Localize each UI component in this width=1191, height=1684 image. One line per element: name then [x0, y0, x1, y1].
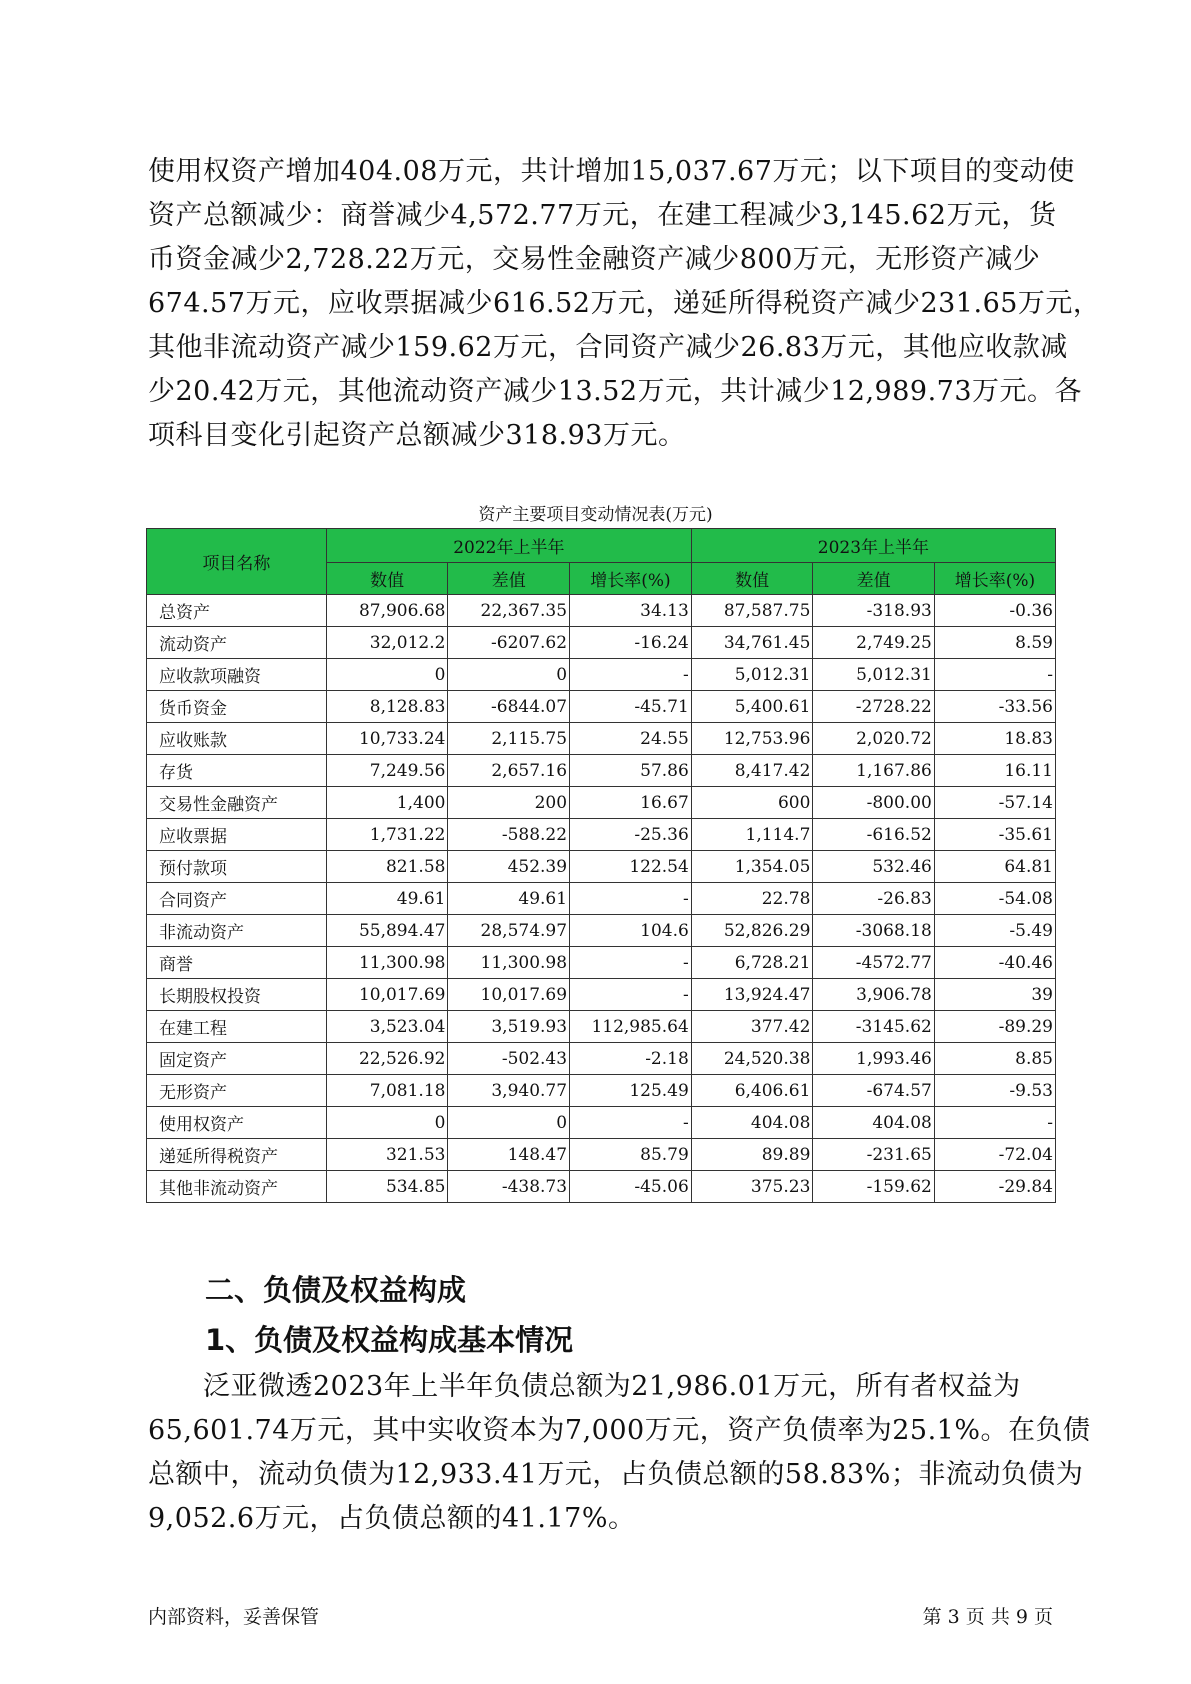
table-cell: -800.00 — [813, 787, 934, 819]
paragraph-line: 总额中，流动负债为12,933.41万元，占负债总额的58.83%；非流动负债为 — [148, 1459, 1084, 1490]
table-cell: 7,081.18 — [326, 1075, 448, 1107]
row-item-name: 商誉 — [147, 947, 327, 979]
section-heading: 二、负债及权益构成 — [205, 1273, 467, 1307]
table-cell: -6207.62 — [448, 627, 570, 659]
table-cell: 321.53 — [326, 1139, 448, 1171]
row-item-name: 合同资产 — [147, 883, 327, 915]
table-cell: 600 — [691, 787, 813, 819]
table-row — [147, 819, 1056, 851]
table-cell: -2.18 — [570, 1043, 692, 1075]
table-cell: -616.52 — [813, 819, 934, 851]
table-row — [147, 1075, 1056, 1107]
row-item-name: 货币资金 — [147, 691, 327, 723]
header-group-2022: 2022年上半年 — [326, 529, 691, 563]
table-cell: 52,826.29 — [691, 915, 813, 947]
table-cell: -5.49 — [934, 915, 1055, 947]
table-cell: -6844.07 — [448, 691, 570, 723]
header-value-2023: 数值 — [691, 563, 813, 595]
table-cell: 55,894.47 — [326, 915, 448, 947]
table-cell: -588.22 — [448, 819, 570, 851]
table-cell: - — [570, 659, 692, 691]
table-cell: 375.23 — [691, 1171, 813, 1203]
table-row — [147, 1011, 1056, 1043]
table-cell: 2,115.75 — [448, 723, 570, 755]
table-row — [147, 723, 1056, 755]
table-cell: 34.13 — [570, 595, 692, 627]
table-cell: 13,924.47 — [691, 979, 813, 1011]
footer-confidential-note: 内部资料，妥善保管 — [148, 1606, 320, 1628]
table-row — [147, 691, 1056, 723]
liability-paragraph — [148, 1365, 1091, 1541]
paragraph-line: 少20.42万元，其他流动资产减少13.52万元，共计减少12,989.73万元。各 — [148, 376, 1083, 407]
row-item-name: 应收账款 — [147, 723, 327, 755]
table-cell: 821.58 — [326, 851, 448, 883]
table-cell: 18.83 — [934, 723, 1055, 755]
table-cell: 452.39 — [448, 851, 570, 883]
table-cell: -16.24 — [570, 627, 692, 659]
table-row — [147, 947, 1056, 979]
table-cell: 534.85 — [326, 1171, 448, 1203]
table-cell: 200 — [448, 787, 570, 819]
table-cell: 49.61 — [448, 883, 570, 915]
header-value-2022: 数值 — [326, 563, 448, 595]
row-item-name: 总资产 — [147, 595, 327, 627]
table-row — [147, 595, 1056, 627]
table-cell: 112,985.64 — [570, 1011, 692, 1043]
paragraph-line: 资产总额减少：商誉减少4,572.77万元，在建工程减少3,145.62万元，货 — [148, 200, 1057, 231]
row-item-name: 长期股权投资 — [147, 979, 327, 1011]
table-cell: 2,657.16 — [448, 755, 570, 787]
subsection-heading: 1、负债及权益构成基本情况 — [205, 1323, 574, 1357]
paragraph-line: 674.57万元，应收票据减少616.52万元，递延所得税资产减少231.65万元， — [148, 288, 1101, 319]
table-cell: 148.47 — [448, 1139, 570, 1171]
table-cell: 3,519.93 — [448, 1011, 570, 1043]
table-cell: 8.85 — [934, 1043, 1055, 1075]
paragraph-line: 使用权资产增加404.08万元，共计增加15,037.67万元；以下项目的变动使 — [148, 156, 1075, 187]
table-cell: 16.11 — [934, 755, 1055, 787]
table-cell: 49.61 — [326, 883, 448, 915]
table-cell: 57.86 — [570, 755, 692, 787]
table-cell: 404.08 — [691, 1107, 813, 1139]
table-cell: -159.62 — [813, 1171, 934, 1203]
table-cell: -3068.18 — [813, 915, 934, 947]
paragraph-line: 65,601.74万元，其中实收资本为7,000万元，资产负债率为25.1%。在负债 — [148, 1415, 1091, 1446]
row-item-name: 递延所得税资产 — [147, 1139, 327, 1171]
table-cell: - — [570, 1107, 692, 1139]
table-row — [147, 1139, 1056, 1171]
row-item-name: 交易性金融资产 — [147, 787, 327, 819]
table-row — [147, 1107, 1056, 1139]
table-cell: 3,523.04 — [326, 1011, 448, 1043]
table-cell: -26.83 — [813, 883, 934, 915]
table-row — [147, 915, 1056, 947]
table-cell: 125.49 — [570, 1075, 692, 1107]
table-row — [147, 787, 1056, 819]
table-cell: 34,761.45 — [691, 627, 813, 659]
table-cell: -674.57 — [813, 1075, 934, 1107]
table-cell: -35.61 — [934, 819, 1055, 851]
row-item-name: 预付款项 — [147, 851, 327, 883]
row-item-name: 应收款项融资 — [147, 659, 327, 691]
table-cell: 22,367.35 — [448, 595, 570, 627]
row-item-name: 其他非流动资产 — [147, 1171, 327, 1203]
table-cell: -0.36 — [934, 595, 1055, 627]
table-cell: -29.84 — [934, 1171, 1055, 1203]
table-cell: -438.73 — [448, 1171, 570, 1203]
table-row — [147, 851, 1056, 883]
table-cell: 8.59 — [934, 627, 1055, 659]
table-cell: 10,017.69 — [326, 979, 448, 1011]
table-row — [147, 627, 1056, 659]
table-cell: 89.89 — [691, 1139, 813, 1171]
table-cell: 28,574.97 — [448, 915, 570, 947]
row-item-name: 应收票据 — [147, 819, 327, 851]
table-cell: 104.6 — [570, 915, 692, 947]
table-cell: 22.78 — [691, 883, 813, 915]
table-cell: - — [934, 1107, 1055, 1139]
header-diff-2023: 差值 — [813, 563, 934, 595]
table-cell: 6,728.21 — [691, 947, 813, 979]
table-cell: 10,017.69 — [448, 979, 570, 1011]
table-cell: 3,940.77 — [448, 1075, 570, 1107]
table-cell: 0 — [326, 1107, 448, 1139]
table-cell: 5,400.61 — [691, 691, 813, 723]
header-group-2023: 2023年上半年 — [691, 529, 1055, 563]
row-item-name: 在建工程 — [147, 1011, 327, 1043]
table-cell: 1,354.05 — [691, 851, 813, 883]
table-cell: 12,753.96 — [691, 723, 813, 755]
table-cell: 1,993.46 — [813, 1043, 934, 1075]
table-cell: 0 — [326, 659, 448, 691]
table-cell: 16.67 — [570, 787, 692, 819]
table-cell: - — [934, 659, 1055, 691]
table-cell: 6,406.61 — [691, 1075, 813, 1107]
table-cell: -54.08 — [934, 883, 1055, 915]
paragraph-line: 项科目变化引起资产总额减少318.93万元。 — [148, 420, 686, 451]
table-cell: -9.53 — [934, 1075, 1055, 1107]
table-cell: 39 — [934, 979, 1055, 1011]
table-body — [147, 595, 1056, 1203]
table-cell: 8,417.42 — [691, 755, 813, 787]
paragraph-line: 其他非流动资产减少159.62万元，合同资产减少26.83万元，其他应收款减 — [148, 332, 1068, 363]
table-cell: -25.36 — [570, 819, 692, 851]
table-cell: -45.06 — [570, 1171, 692, 1203]
table-cell: 7,249.56 — [326, 755, 448, 787]
table-cell: 1,167.86 — [813, 755, 934, 787]
table-cell: 1,731.22 — [326, 819, 448, 851]
table-cell: 5,012.31 — [813, 659, 934, 691]
table-cell: 404.08 — [813, 1107, 934, 1139]
row-item-name: 固定资产 — [147, 1043, 327, 1075]
row-item-name: 使用权资产 — [147, 1107, 327, 1139]
table-cell: 3,906.78 — [813, 979, 934, 1011]
table-cell: 122.54 — [570, 851, 692, 883]
table-cell: 64.81 — [934, 851, 1055, 883]
table-cell: -72.04 — [934, 1139, 1055, 1171]
table-cell: 2,020.72 — [813, 723, 934, 755]
header-rate-2022: 增长率(%) — [570, 563, 692, 595]
table-cell: 0 — [448, 1107, 570, 1139]
row-item-name: 非流动资产 — [147, 915, 327, 947]
table-cell: -33.56 — [934, 691, 1055, 723]
table-cell: -40.46 — [934, 947, 1055, 979]
table-row — [147, 883, 1056, 915]
table-cell: 32,012.2 — [326, 627, 448, 659]
table-cell: 87,906.68 — [326, 595, 448, 627]
table-cell: -89.29 — [934, 1011, 1055, 1043]
table-cell: -231.65 — [813, 1139, 934, 1171]
footer-page-number: 第 3 页 共 9 页 — [922, 1606, 1053, 1628]
table-cell: - — [570, 979, 692, 1011]
table-cell: 11,300.98 — [326, 947, 448, 979]
table-row — [147, 659, 1056, 691]
row-item-name: 无形资产 — [147, 1075, 327, 1107]
table-cell: -2728.22 — [813, 691, 934, 723]
row-item-name: 流动资产 — [147, 627, 327, 659]
table-cell: -57.14 — [934, 787, 1055, 819]
table-cell: -4572.77 — [813, 947, 934, 979]
table-cell: 2,749.25 — [813, 627, 934, 659]
table-cell: 11,300.98 — [448, 947, 570, 979]
table-cell: -318.93 — [813, 595, 934, 627]
asset-change-table — [146, 528, 1056, 1203]
table-cell: -45.71 — [570, 691, 692, 723]
table-cell: 1,114.7 — [691, 819, 813, 851]
table-caption: 资产主要项目变动情况表(万元) — [478, 505, 713, 525]
row-item-name: 存货 — [147, 755, 327, 787]
paragraph-line: 币资金减少2,728.22万元，交易性金融资产减少800万元，无形资产减少 — [148, 244, 1041, 275]
table-cell: 24.55 — [570, 723, 692, 755]
table-cell: 85.79 — [570, 1139, 692, 1171]
header-rate-2023: 增长率(%) — [934, 563, 1055, 595]
header-item-name: 项目名称 — [147, 529, 327, 595]
table-cell: 377.42 — [691, 1011, 813, 1043]
table-cell: 87,587.75 — [691, 595, 813, 627]
table-row — [147, 979, 1056, 1011]
table-cell: 10,733.24 — [326, 723, 448, 755]
table-cell: -502.43 — [448, 1043, 570, 1075]
paragraph-line: 9,052.6万元，占负债总额的41.17%。 — [148, 1503, 636, 1534]
table-cell: -3145.62 — [813, 1011, 934, 1043]
table-cell: 5,012.31 — [691, 659, 813, 691]
table-cell: 532.46 — [813, 851, 934, 883]
table-cell: - — [570, 947, 692, 979]
table-cell: 22,526.92 — [326, 1043, 448, 1075]
table-cell: 8,128.83 — [326, 691, 448, 723]
table-cell: 1,400 — [326, 787, 448, 819]
table-row — [147, 1171, 1056, 1203]
table-cell: 0 — [448, 659, 570, 691]
table-row — [147, 755, 1056, 787]
header-diff-2022: 差值 — [448, 563, 570, 595]
table-cell: - — [570, 883, 692, 915]
table-cell: 24,520.38 — [691, 1043, 813, 1075]
asset-change-paragraph — [148, 150, 1101, 458]
paragraph-line: 泛亚微透2023年上半年负债总额为21,986.01万元，所有者权益为 — [148, 1371, 1021, 1402]
table-row — [147, 1043, 1056, 1075]
